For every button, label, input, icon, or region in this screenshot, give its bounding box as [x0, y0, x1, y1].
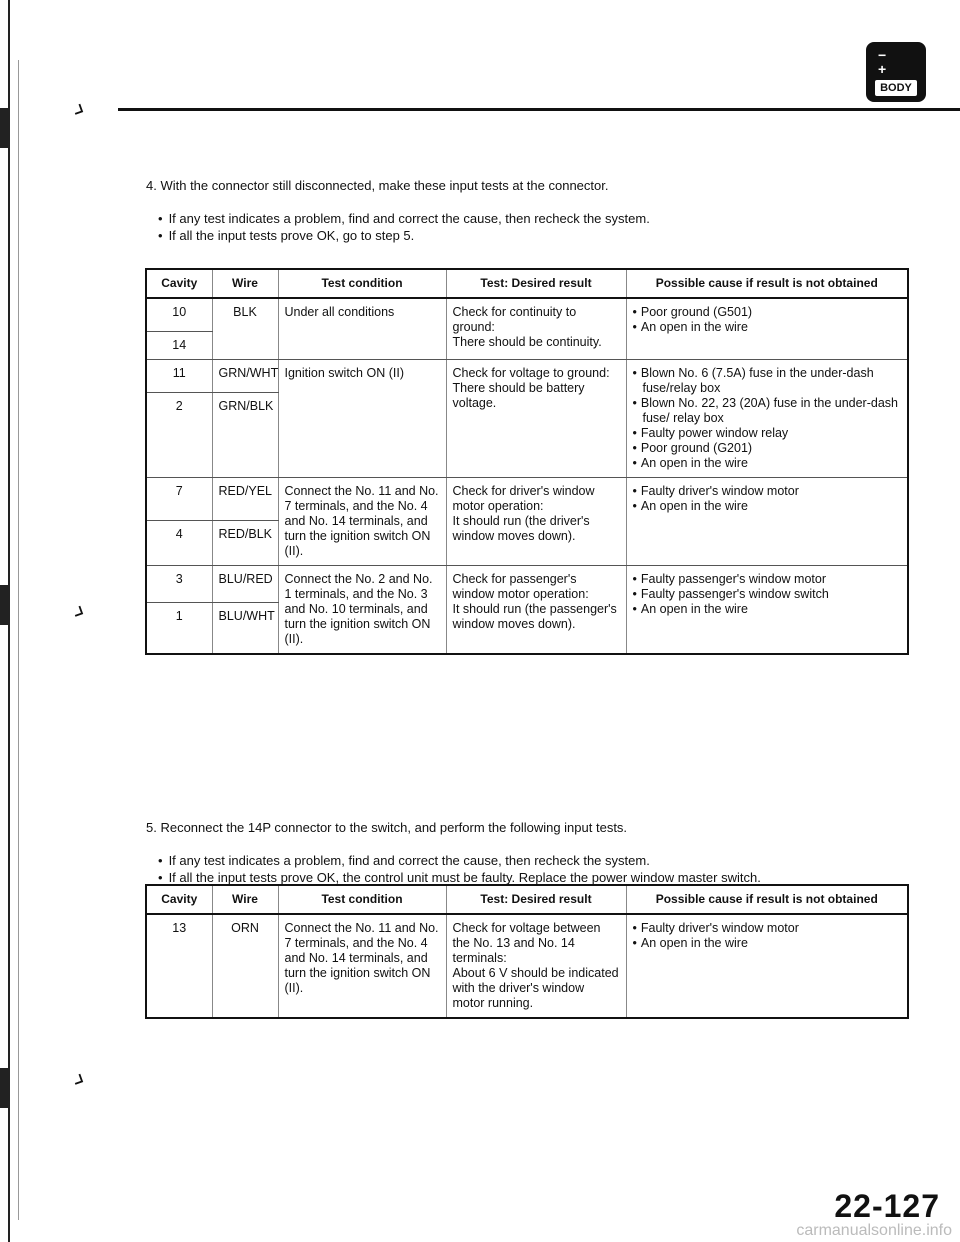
cause-cell	[626, 360, 908, 478]
wire-cell: ORN	[212, 914, 278, 1018]
col-header-wire: Wire	[212, 885, 278, 914]
table-header-row	[146, 885, 908, 914]
col-header-desired-result: Test: Desired result	[446, 269, 626, 298]
cavity-cell: 13	[146, 914, 212, 1018]
corner-mark: ⌟	[65, 588, 87, 622]
cause-item: • Faulty passenger's window motor	[633, 572, 902, 587]
wire-cell: BLU/RED	[212, 566, 278, 603]
header-rule	[118, 108, 960, 111]
cause-item: • Poor ground (G201)	[633, 441, 902, 456]
condition-cell: Connect the No. 2 and No. 1 terminals, and the No. 3 and No. 10 terminals, and turn the ignition switch ON (II).	[278, 566, 446, 655]
wire-cell: GRN/BLK	[212, 393, 278, 478]
result-cell: Check for continuity to ground: There should be continuity.	[446, 298, 626, 360]
binding-edge-inner	[18, 60, 19, 1220]
badge-label: BODY	[875, 80, 917, 96]
section-tab-marker	[0, 108, 9, 148]
step-4-text: 4. With the connector still disconnected, make these input tests at the connector.	[146, 178, 609, 193]
wire-cell: GRN/WHT	[212, 360, 278, 393]
table-row	[146, 360, 908, 393]
table-row	[146, 478, 908, 521]
corner-mark: ⌟	[65, 86, 87, 120]
cause-item: • Faulty driver's window motor	[633, 484, 902, 499]
col-header-test-condition: Test condition	[278, 269, 446, 298]
step-5-bullets	[158, 852, 761, 886]
section-tab-marker	[0, 585, 9, 625]
table-row	[146, 914, 908, 1018]
table-row	[146, 298, 908, 332]
cavity-cell: 3	[146, 566, 212, 603]
battery-terminal-icon: − +	[878, 47, 901, 77]
cause-item: • Blown No. 22, 23 (20A) fuse in the under-dash fuse/ relay box	[633, 396, 902, 426]
col-header-wire: Wire	[212, 269, 278, 298]
wire-cell: BLU/WHT	[212, 603, 278, 655]
col-header-desired-result: Test: Desired result	[446, 885, 626, 914]
cause-item: • Blown No. 6 (7.5A) fuse in the under-dash fuse/relay box	[633, 366, 902, 396]
section-tab-marker	[0, 1068, 9, 1108]
input-test-table-1	[145, 268, 909, 655]
cause-item: • An open in the wire	[633, 456, 902, 471]
cavity-cell: 11	[146, 360, 212, 393]
condition-cell: Connect the No. 11 and No. 7 terminals, and the No. 4 and No. 14 terminals, and turn the ignition switch ON (II).	[278, 478, 446, 566]
cause-item: • Faulty passenger's window switch	[633, 587, 902, 602]
step-5-text: 5. Reconnect the 14P connector to the switch, and perform the following input tests.	[146, 820, 628, 835]
cause-cell	[626, 566, 908, 655]
input-test-table-2	[145, 884, 909, 1019]
col-header-possible-cause: Possible cause if result is not obtained	[626, 269, 908, 298]
cause-cell	[626, 478, 908, 566]
wire-cell: RED/BLK	[212, 521, 278, 566]
cavity-cell: 14	[146, 332, 212, 360]
page-number: 22-127	[834, 1188, 940, 1224]
result-cell: Check for voltage between the No. 13 and No. 14 terminals: About 6 V should be indicated with the driver's window motor running.	[446, 914, 626, 1018]
body-section-badge	[866, 42, 926, 102]
col-header-test-condition: Test condition	[278, 885, 446, 914]
condition-cell: Under all conditions	[278, 298, 446, 360]
cavity-cell: 7	[146, 478, 212, 521]
cavity-cell: 1	[146, 603, 212, 655]
bullet-item: • If all the input tests prove OK, go to step 5.	[158, 227, 650, 244]
cavity-cell: 4	[146, 521, 212, 566]
bullet-item: • If all the input tests prove OK, the control unit must be faulty. Replace the power window master switch.	[158, 869, 761, 886]
col-header-possible-cause: Possible cause if result is not obtained	[626, 885, 908, 914]
result-cell: Check for driver's window motor operation: It should run (the driver's window moves down).	[446, 478, 626, 566]
result-cell: Check for passenger's window motor operation: It should run (the passenger's window moves down).	[446, 566, 626, 655]
cause-cell	[626, 298, 908, 360]
cause-cell	[626, 914, 908, 1018]
cause-item: • An open in the wire	[633, 320, 902, 335]
wire-cell: BLK	[212, 298, 278, 360]
wire-cell: RED/YEL	[212, 478, 278, 521]
cause-item: • Poor ground (G501)	[633, 305, 902, 320]
bullet-item: • If any test indicates a problem, find and correct the cause, then recheck the system.	[158, 852, 761, 869]
cavity-cell: 2	[146, 393, 212, 478]
watermark: carmanualsonline.info	[796, 1222, 952, 1239]
cause-item: • Faulty power window relay	[633, 426, 902, 441]
col-header-cavity: Cavity	[146, 269, 212, 298]
cause-item: • An open in the wire	[633, 936, 902, 951]
cavity-cell: 10	[146, 298, 212, 332]
step-4-bullets	[158, 210, 650, 244]
cause-item: • An open in the wire	[633, 602, 902, 617]
bullet-item: • If any test indicates a problem, find and correct the cause, then recheck the system.	[158, 210, 650, 227]
corner-mark: ⌟	[65, 1056, 87, 1090]
condition-cell: Ignition switch ON (II)	[278, 360, 446, 478]
table-row	[146, 566, 908, 603]
table-header-row	[146, 269, 908, 298]
cause-item: • An open in the wire	[633, 499, 902, 514]
condition-cell: Connect the No. 11 and No. 7 terminals, and the No. 4 and No. 14 terminals, and turn the ignition switch ON (II).	[278, 914, 446, 1018]
col-header-cavity: Cavity	[146, 885, 212, 914]
result-cell: Check for voltage to ground: There should be battery voltage.	[446, 360, 626, 478]
cause-item: • Faulty driver's window motor	[633, 921, 902, 936]
